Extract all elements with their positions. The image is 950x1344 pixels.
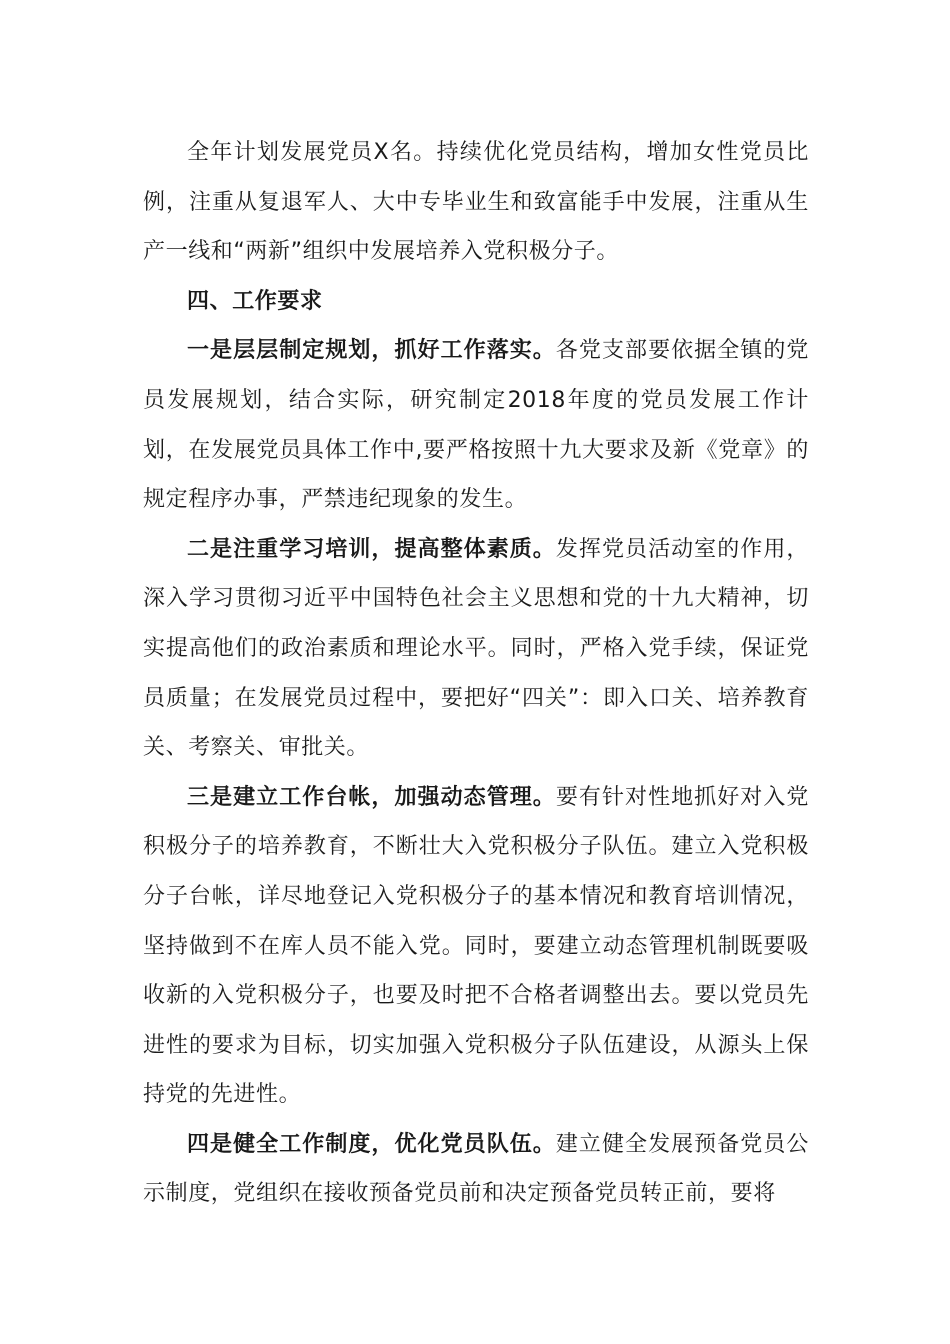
requirement-lead: 一是层层制定规划，抓好工作落实。 [187,338,556,364]
requirement-lead: 四是健全工作制度，优化党员队伍。 [187,1131,556,1157]
requirement-paragraph-1 [143,326,809,524]
requirement-paragraph-4 [143,1120,809,1219]
paragraph-text: 全年计划发展党员X名。持续优化党员结构，增加女性党员比例，注重从复退军人、大中专毕业生和致富能手中发展，注重从生产一线和“两新”组织中发展培养入党积极分子。 [143,140,809,265]
requirement-text: 发挥党员活动室的作用，深入学习贯彻习近平中国特色社会主义思想和党的十九大精神，切实提高他们的政治素质和理论水平。同时，严格入党手续，保证党员质量；在发展党员过程中，要把好“四关”：即入口关、培养教育关、考察关、审批关。 [143,536,809,761]
requirement-text: 建立健全发展预备党员公示制度，党组织在接收预备党员前和决定预备党员转正前，要将 [143,1131,809,1207]
requirement-paragraph-3 [143,773,809,1120]
paragraph-membership-plan [143,128,809,277]
requirement-text: 要有针对性地抓好对入党积极分子的培养教育，不断壮大入党积极分子队伍。建立入党积极分子台帐，详尽地登记入党积极分子的基本情况和教育培训情况，坚持做到不在库人员不能入党。同时，要建立动态管理机制既要吸收新的入党积极分子，也要及时把不合格者调整出去。要以党员先进性的要求为目标，切实加强入党积极分子队伍建设，从源头上保持党的先进性。 [143,784,809,1108]
requirement-lead: 二是注重学习培训，提高整体素质。 [187,536,556,562]
section-heading: 四、工作要求 [187,288,323,314]
requirement-paragraph-2 [143,525,809,773]
requirement-text: 各党支部要依据全镇的党员发展规划，结合实际，研究制定2018年度的党员发展工作计划，在发展党员具体工作中,要严格按照十九大要求及新《党章》的规定程序办事，严禁违纪现象的发生。 [143,338,809,513]
requirement-lead: 三是建立工作台帐，加强动态管理。 [187,784,556,810]
document-page [143,128,809,1219]
